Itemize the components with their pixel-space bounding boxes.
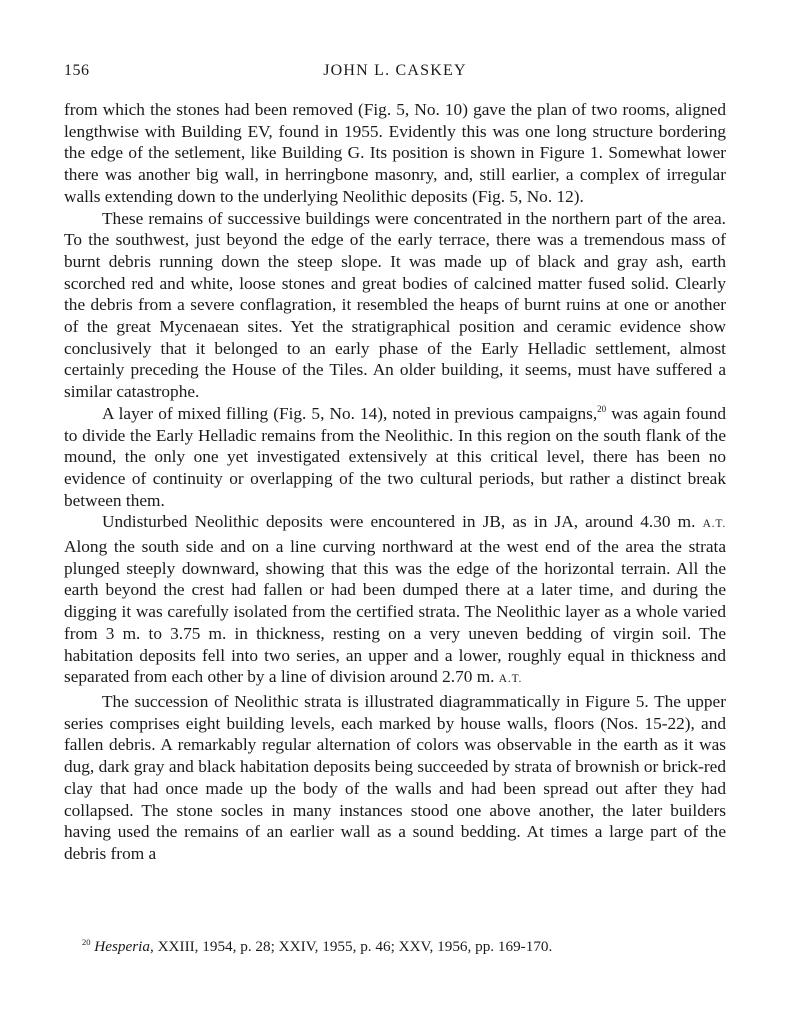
paragraph-2 <box>64 208 726 403</box>
footnote-text: , XXIII, 1954, p. 28; XXIV, 1955, p. 46; XXV, 1956, pp. 169-170. <box>149 938 553 955</box>
paragraph-3 <box>64 403 726 512</box>
above-threshold-abbrev: A.T. <box>498 673 523 686</box>
above-threshold-abbrev: A.T. <box>702 518 726 531</box>
paragraph-4 <box>64 511 726 691</box>
footnote-20 <box>64 937 726 956</box>
page-number: 156 <box>64 62 90 79</box>
paragraph-4-text-b: Along the south side and on a line curving northward at the west end of the area the strata plunged steeply downward, showing that this was the edge of the horizontal terrain. All the earth beyond the crest had fallen or had been dumped there at a later time, and during the digging it was carefully isolated from the certified strata. The Neolithic layer as a whole varied from 3 m. to 3.75 m. in thickness, resting on a very uneven bedding of virgin soil. The habitation deposits fell into two series, an upper and a lower, roughly equal in thickness and separated from each other by a line of division around 2.70 m. <box>64 537 726 687</box>
paragraph-5 <box>64 691 726 865</box>
article-body <box>64 99 726 865</box>
paragraph-5-text: The succession of Neolithic strata is illustrated diagrammatically in Figure 5. The upper series comprises eight building levels, each marked by house walls, floors (Nos. 15-22), and fallen debris. A remarkably regular alternation of colors was observable in the earth as it was dug, dark gray and black habitation deposits being succeeded by strata of brownish or brick-red clay that had once made up the body of the walls and had been spread out after they had collapsed. The stone socles in many instances stood one above another, the later builders having used the remains of an earlier wall as a sound bedding. At times a large part of the debris from a <box>64 691 726 863</box>
paragraph-3-text-b: was again found to divide the Early Helladic remains from the Neolithic. In this region on the south flank of the mound, the only one yet investigated extensively at this critical level, there has been no evidence of continuity or overlapping of the two cultural periods, but rather a distinct break between them. <box>64 403 726 510</box>
paragraph-1-text: from which the stones had been removed (Fig. 5, No. 10) gave the plan of two rooms, aligned lengthwise with Building EV, found in 1955. Evidently this was one long structure bordering the edge of the setlement, like Building G. Its position is shown in Figure 1. Somewhat lower there was another big wall, in herringbone masonry, and, still earlier, a complex of irregular walls extending down to the underlying Neolithic deposits (Fig. 5, No. 12). <box>64 100 726 206</box>
footnote-ref-20[interactable]: 20 <box>597 403 607 414</box>
footnote-journal: Hesperia <box>94 938 150 955</box>
paragraph-3-text-a: A layer of mixed filling (Fig. 5, No. 14), noted in previous campaigns, <box>102 403 598 423</box>
footnote-number: 20 <box>82 937 91 947</box>
paragraph-1 <box>64 99 726 208</box>
running-head: JOHN L. CASKEY <box>323 62 467 79</box>
page-header <box>64 62 726 84</box>
paragraph-4-text-a: Undisturbed Neolithic deposits were encountered in JB, as in JA, around 4.30 m. <box>102 512 703 532</box>
paragraph-2-text: These remains of successive buildings were concentrated in the northern part of the area. To the southwest, just beyond the edge of the early terrace, there was a tremendous mass of burnt debris running down the steep slope. It was made up of black and gray ash, earth scorched red and white, loose stones and great bodies of calcined matter fused solid. Clearly the debris from a severe conflagration, it resembled the heaps of burnt ruins at one or another of the great Mycenaean sites. Yet the stratigraphical position and ceramic evidence show conclusively that it belonged to an early phase of the Early Helladic settlement, almost certainly preceding the House of the Tiles. An older building, it seems, must have suffered a similar catastrophe. <box>64 208 726 402</box>
